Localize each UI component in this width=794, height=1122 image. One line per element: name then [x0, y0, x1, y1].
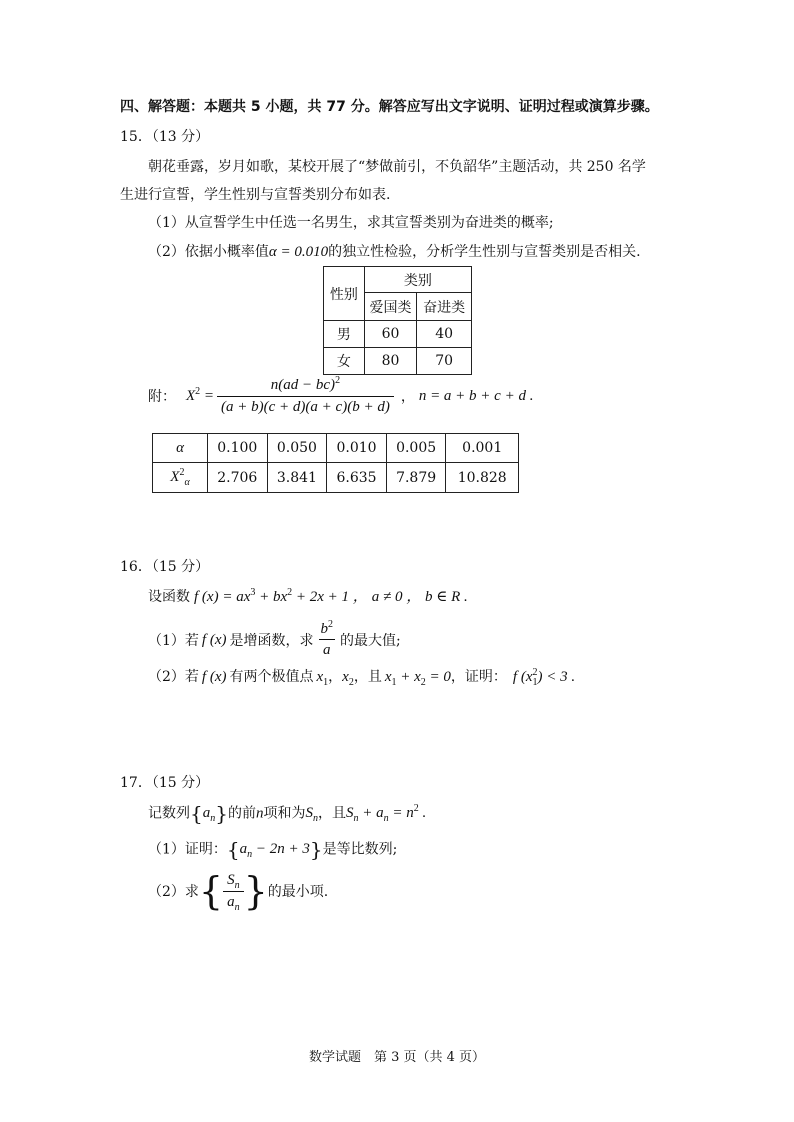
- crit-alpha-cell: 0.010: [327, 434, 387, 463]
- q15-intro-line2: 生进行宣誓，学生性别与宣誓类别分布如表.: [120, 187, 391, 203]
- formula-numerator: n(ad − bc)$^2$: [270, 374, 341, 393]
- q16-intro: 设函数 f $(x) = ax^3 + bx^2 + 2x + 1$ ， a ≠ 0 ， b ∈ R .: [148, 587, 468, 605]
- critical-value-table: [152, 433, 519, 493]
- table-row: [324, 321, 472, 348]
- q15-part2-alpha: α = 0.010: [268, 244, 329, 260]
- q17-shifted-sequence: $\{a_n - 2n + 3\}$: [226, 838, 323, 862]
- crit-x-label: $X^2_\alpha$: [153, 463, 208, 493]
- table-cell: 40: [417, 321, 472, 348]
- crit-alpha-cell: 0.001: [446, 434, 519, 463]
- crit-alpha-cell: 0.050: [267, 434, 327, 463]
- q16-ratio-fraction: $\frac{b^2}{a}$: [320, 619, 333, 658]
- page-footer: 数学试题 第 3 页（共 4 页）: [308, 1050, 486, 1065]
- q16-sum-condition: $x_1 + x_2 = 0$: [384, 669, 451, 688]
- crit-value-cell: 6.635: [327, 463, 387, 493]
- table-row-label: 女: [324, 348, 365, 375]
- q16-header: 16．（15 分）: [120, 559, 210, 575]
- table-row-label: 男: [324, 321, 365, 348]
- appendix-label: 附：: [148, 389, 176, 405]
- q16-part2: （2）若 f (x) 有两个极值点 $x_1$，$x_2$，且 $x_1 + x_2 = 0$，证明： f $(x^2_1) < 3$ .: [148, 667, 576, 688]
- table-cell: 70: [417, 348, 472, 375]
- formula-fraction: [217, 374, 394, 416]
- table-col-header-patriotic: 爱国类: [364, 293, 417, 321]
- table-col-header-striving: 奋进类: [417, 293, 472, 321]
- table-group-header: 类别: [364, 267, 471, 293]
- formula-denominator: (a + b)(c + d)(a + c)(b + d): [217, 396, 394, 416]
- gender-category-table: [323, 266, 472, 375]
- table-corner-header: 性别: [324, 267, 365, 321]
- q16-part1: （1）若 f (x) 是增函数，求 $\frac{b^2}{a}$ 的最大值;: [148, 619, 401, 658]
- crit-alpha-cell: 0.100: [208, 434, 268, 463]
- table-row: [324, 348, 472, 375]
- q17-intro: 记数列$\{a_n\}$的前n项和为$S_n$，且$S_n + a_n = n^2$ .: [148, 802, 427, 826]
- crit-alpha-cell: 0.005: [386, 434, 446, 463]
- q15-header: 15．（13 分）: [120, 129, 210, 145]
- formula-lhs: $X^2$ =: [186, 385, 215, 404]
- table-cell: 60: [364, 321, 417, 348]
- chi-square-formula: 附： $X^2$ = $\frac{n(ad - bc)^2}{(a + b)(c + d)(a + c)(b + d)}$ ， n = a + b + c + d .: [148, 374, 534, 415]
- section-heading: 四、解答题：本题共 5 小题，共 77 分。解答应写出文字说明、证明过程或演算步骤。: [120, 99, 659, 115]
- crit-alpha-label: α: [153, 434, 208, 463]
- q15-part2: [148, 241, 641, 261]
- q17-header: 17．（15 分）: [120, 775, 210, 791]
- table-cell: 80: [364, 348, 417, 375]
- q16-condition: a ≠ 0 ， b ∈ R .: [371, 589, 468, 605]
- q17-sequence: $\{a_n\}$: [190, 802, 228, 826]
- formula-n-definition: n = a + b + c + d .: [418, 387, 534, 404]
- q15-part2-text-b: 的独立性检验，分析学生性别与宣誓类别是否相关.: [328, 244, 641, 260]
- q17-part2: （2）求 { $\frac{S_n}{a_n}$ } 的最小项.: [148, 869, 329, 913]
- q17-ratio-fraction: $\frac{S_n}{a_n}$: [223, 872, 244, 911]
- q15-part2-text-a: （2）依据小概率值: [148, 244, 269, 260]
- q16-function: f $(x) = ax^3 + bx^2 + 2x + 1$ ，: [194, 587, 368, 605]
- crit-value-cell: 2.706: [208, 463, 268, 493]
- q16-goal: f $(x^2_1) < 3$ .: [512, 667, 576, 688]
- q15-intro-line1: 朝花垂露，岁月如歌，某校开展了“梦做前引，不负韶华”主题活动，共 250 名学: [148, 159, 646, 175]
- q17-part1: （1）证明：$\{a_n - 2n + 3\}$是等比数列;: [148, 838, 398, 862]
- crit-value-cell: 10.828: [446, 463, 519, 493]
- q15-part1: （1）从宣誓学生中任选一名男生，求其宣誓类别为奋进类的概率;: [148, 215, 554, 231]
- q17-relation: $S_n + a_n = n^2$ .: [345, 803, 427, 825]
- crit-value-cell: 3.841: [267, 463, 327, 493]
- crit-value-cell: 7.879: [386, 463, 446, 493]
